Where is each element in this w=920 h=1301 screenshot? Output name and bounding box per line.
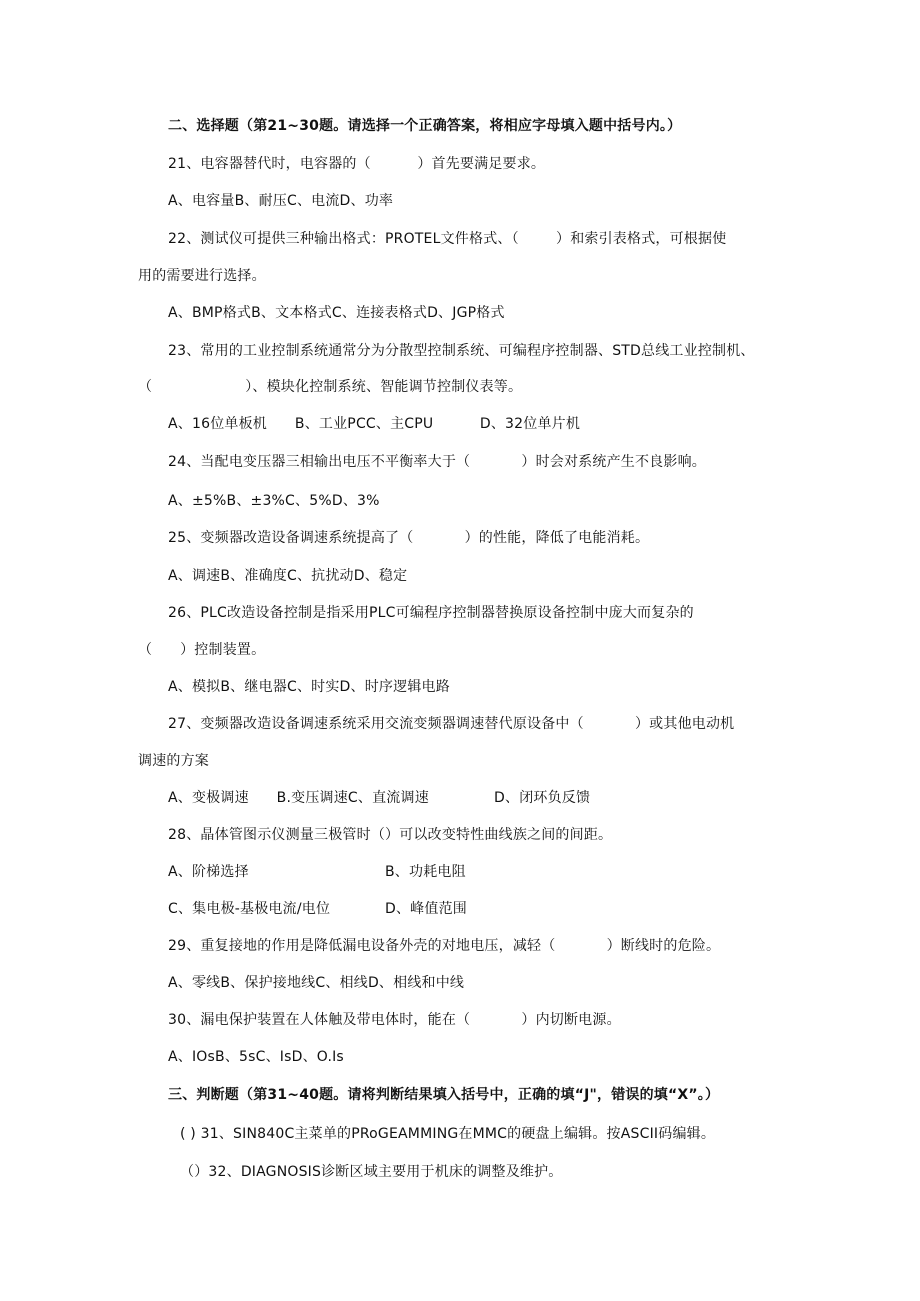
question-29-options: A、零线B、保护接地线C、相线D、相线和中线 <box>168 975 465 991</box>
question-26-stem-line2: （ ）控制装置。 <box>138 642 266 658</box>
section-heading-judge: 三、判断题（第31~40题。请将判断结果填入括号中，正确的填“J"，错误的填“X”。） <box>168 1087 720 1103</box>
question-26-options: A、模拟B、继电器C、时实D、时序逻辑电路 <box>168 679 450 695</box>
question-28-stem: 28、晶体管图示仪测量三极管时（）可以改变特性曲线族之间的间距。 <box>168 827 613 843</box>
question-28-option-a: A、阶梯选择 <box>168 864 249 880</box>
question-25-stem: 25、变频器改造设备调速系统提高了（ ）的性能，降低了电能消耗。 <box>168 530 650 546</box>
question-23-stem-line2: （ ）、模块化控制系统、智能调节控制仪表等。 <box>138 379 523 395</box>
question-27-options: A、变极调速 B.变压调速C、直流调速 D、闭环负反馈 <box>168 790 591 806</box>
question-24-options: A、±5%B、±3%C、5%D、3% <box>168 493 380 509</box>
question-21-stem: 21、电容器替代时，电容器的（ ）首先要满足要求。 <box>168 156 546 172</box>
question-21-options: A、电容量B、耐压C、电流D、功率 <box>168 193 394 209</box>
question-23-stem-line1: 23、常用的工业控制系统通常分为分散型控制系统、可编程序控制器、STD总线工业控制机、 <box>168 343 755 359</box>
question-22-stem-line2: 用的需要进行选择。 <box>138 268 266 284</box>
question-22-options: A、BMP格式B、文本格式C、连接表格式D、JGP格式 <box>168 305 505 321</box>
question-25-options: A、调速B、准确度C、抗扰动D、稳定 <box>168 568 408 584</box>
question-30-options: A、IOsB、5sC、IsD、O.Is <box>168 1049 344 1065</box>
question-23-options: A、16位单板机 B、工业PCC、主CPU D、32位单片机 <box>168 416 581 432</box>
section-heading-choice: 二、选择题（第21~30题。请选择一个正确答案，将相应字母填入题中括号内。） <box>168 118 682 134</box>
question-30-stem: 30、漏电保护装置在人体触及带电体时，能在（ ）内切断电源。 <box>168 1012 621 1028</box>
question-28-option-c: C、集电极-基极电流/电位 <box>168 901 331 917</box>
question-28-option-d: D、峰值范围 <box>385 901 467 917</box>
question-27-stem-line2: 调速的方案 <box>138 753 209 769</box>
question-29-stem: 29、重复接地的作用是降低漏电设备外壳的对地电压，减轻（ ）断线时的危险。 <box>168 938 721 954</box>
question-27-stem-line1: 27、变频器改造设备调速系统采用交流变频器调速替代原设备中（ ）或其他电动机 <box>168 716 735 732</box>
question-24-stem: 24、当配电变压器三相输出电压不平衡率大于（ ）时会对系统产生不良影响。 <box>168 454 706 470</box>
question-32-stem: （）32、DIAGNOSIS诊断区域主要用于机床的调整及维护。 <box>180 1164 563 1180</box>
question-22-stem-line1: 22、测试仪可提供三种输出格式：PROTEL文件格式、（ ）和索引表格式，可根据使 <box>168 231 727 247</box>
question-26-stem-line1: 26、PLC改造设备控制是指采用PLC可编程序控制器替换原设备控制中庞大而复杂的 <box>168 605 694 621</box>
question-28-option-b: B、功耗电阻 <box>385 864 466 880</box>
question-31-stem: ( ) 31、SIN840C主菜单的PRoGEAMMING在MMC的硬盘上编辑。按ASCII码编辑。 <box>180 1126 716 1142</box>
